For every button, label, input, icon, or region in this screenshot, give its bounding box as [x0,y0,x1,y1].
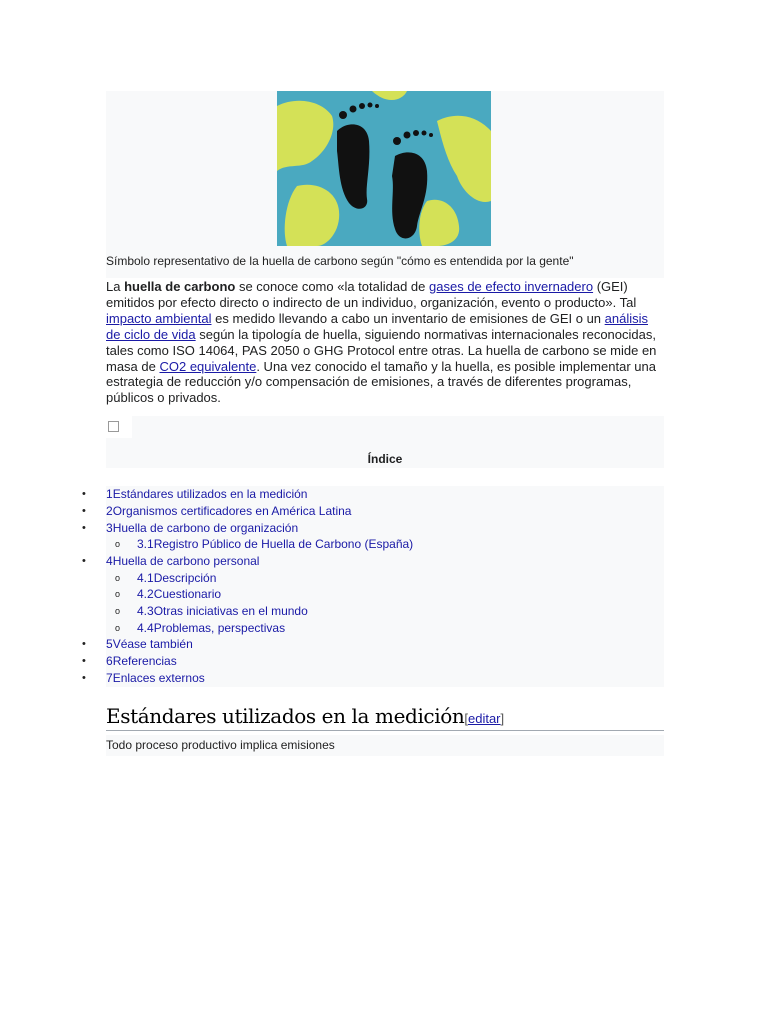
toc-item[interactable] [82,503,664,520]
intro-text: según la tipología de huella, siguiendo normativas internacionales reconocidas, tales como ISO 14064, PAS 2050 o GHG Protocol entre otras. La huella de carbono se mide en masa de [106,326,657,374]
toc-bullet: o [115,606,121,617]
toc-bullet: • [82,555,86,567]
toc-item-number[interactable]: 1 [106,487,113,502]
toc-item-label[interactable]: Referencias [112,654,177,669]
intro-text: se conoce como «la totalidad de [235,279,430,294]
toc-item[interactable] [82,653,664,670]
figure-caption: Símbolo representativo de la huella de carbono según "cómo es entendida por la gente" [106,254,574,268]
article [82,91,664,756]
toc-item-number[interactable]: 5 [106,637,113,652]
toc-item-label[interactable]: Registro Público de Huella de Carbono (España) [153,537,414,552]
toc-item-number[interactable]: 2 [106,503,113,518]
section-heading [106,702,664,731]
toc-item-number[interactable]: 3.1 [137,537,154,552]
edit-bracket-close: ] [500,710,505,726]
toc-item[interactable] [82,520,664,537]
toc-item[interactable] [106,570,664,587]
toc-item-label[interactable]: Descripción [153,570,217,585]
toc-item[interactable] [82,486,664,503]
intro-text: (GEI) emitidos por efecto directo o indirecto de un individuo, organización, evento o producto». Tal [106,279,637,310]
figure [106,91,664,278]
toc-item-label[interactable]: Enlaces externos [112,670,205,685]
intro-text: La [106,279,125,294]
toc-toggle[interactable] [106,416,132,438]
intro-text: es medido llevando a cabo un inventario de emisiones de GEI o un [211,310,605,326]
toc-item[interactable] [106,603,664,620]
toc-item-number[interactable]: 3 [106,520,113,535]
section-text: Todo proceso productivo implica emisiones [106,735,664,756]
toc-title: Índice [367,452,403,467]
toc-bullet: o [115,539,121,550]
globe-footprints-image [277,91,491,246]
toc-item-number[interactable]: 7 [106,670,113,685]
section-edit [464,711,504,726]
toc-bullet: • [82,638,86,651]
edit-bracket-open: [ [464,710,468,726]
toc-bullet: • [82,521,86,534]
toc-item-label[interactable]: Huella de carbono de organización [112,520,299,535]
toc-bullet: o [115,572,121,583]
toc-bullet: • [82,671,86,684]
toc-item[interactable] [82,670,664,687]
toc-item-label[interactable]: Cuestionario [153,587,222,602]
toc-item-label[interactable]: Otras iniciativas en el mundo [153,604,308,619]
toc-item-number[interactable]: 4.4 [137,620,154,635]
section-heading-text: Estándares utilizados en la medición [106,703,465,728]
toc-item-number[interactable]: 4.2 [137,587,154,602]
toc-bullet: • [82,504,86,517]
checkbox-icon[interactable] [108,421,119,432]
toc-item[interactable] [106,536,664,553]
toc-item-label[interactable]: Estándares utilizados en la medición [112,487,308,502]
toc-bullet: o [115,589,121,600]
toc-item-number[interactable]: 6 [106,654,113,669]
toc-item-label[interactable]: Problemas, perspectivas [153,620,286,635]
intro-bold-term: huella de carbono [124,279,236,294]
link-analisis-ciclo-vida[interactable]: análisis de ciclo de vida [106,310,648,342]
toc-item-label[interactable]: Organismos certificadores en América Latina [112,503,352,518]
toc-item[interactable] [106,620,664,637]
toc-item-number[interactable]: 4.1 [137,570,154,585]
toc-item-label[interactable]: Véase también [112,637,193,652]
toc-item[interactable] [106,586,664,603]
link-gases-efecto-invernadero[interactable]: gases de efecto invernadero [429,279,594,294]
toc-item[interactable] [82,636,664,653]
toc-list [82,486,664,686]
link-impacto-ambiental[interactable]: impacto ambiental [106,310,212,326]
intro-paragraph [106,278,664,406]
toc-item-label[interactable]: Huella de carbono personal [112,554,260,568]
toc-header [106,416,664,468]
link-co2-equivalente[interactable]: CO2 equivalente [159,358,257,374]
toc-item[interactable] [82,553,664,570]
edit-link[interactable]: editar [467,710,501,726]
toc-bullet: • [82,655,86,668]
toc-item-number[interactable]: 4.3 [137,604,154,619]
toc-bullet: • [82,488,86,501]
toc-bullet: o [115,622,121,633]
toc-item-number[interactable]: 4 [106,554,113,568]
intro-text: . Una vez conocido el tamaño y la huella, es posible implementar una estrategia de reducción y/o compensación de emisiones, a través de diferentes programas, públicos o privados. [106,358,656,406]
